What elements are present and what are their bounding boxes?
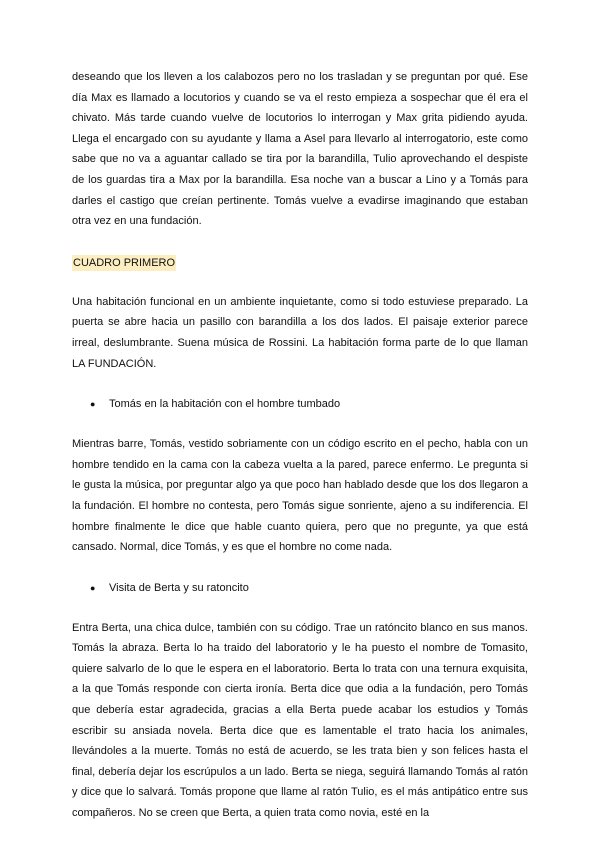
section-heading-row [72,252,528,272]
section-heading: CUADRO PRIMERO [73,256,176,269]
intro-paragraph: deseando que los lleven a los calabozos pero no los trasladan y se preguntan por qué. Ese día Max es llamado a locutorios y cuando se va el resto empieza a sospechar que él era el chivato. Más tarde cuando vuelve de locutorios lo interrogan y Max grita pidiendo ayuda. Llega el encargado con su ayudante y llama a Asel para llevarlo al interrogatorio, este como sabe que no va a aguantar callado se tira por la barandilla, Tulio aprovechando el despiste de los guardas tira a Max por la barandilla. Esa noche van a buscar a Lino y a Tomás para darles el castigo que creían pertinente. Tomás vuelve a evadirse imaginando que estaban otra vez en una fundación. [72,71,528,228]
bullet-item-2-text: Visita de Berta y su ratoncito [109,581,249,594]
bullet-icon: ● [90,582,96,593]
bullet-item-1-text: Tomás en la habitación con el hombre tumbado [109,398,341,411]
bullet-icon: ● [90,399,96,410]
bullet-1-paragraph: Mientras barre, Tomás, vestido sobriamente con un código escrito en el pecho, habla con un hombre tendido en la cama con la cabeza vuelta a la pared, parece enfermo. Le pregunta si le gusta la música, por preguntar algo ya que poco han hablado desde que los dos llegaron a la fundación. El hombre no contesta, pero Tomás sigue sonriente, ajeno a su indiferencia. El hombre finalmente le dice que hable cuanto quiera, pero que no pregunte, ya que está cansado. Normal, dice Tomás, y es que el hombre no come nada. [72,438,528,554]
bullet-2-paragraph: Entra Berta, una chica dulce, también con su código. Trae un ratóncito blanco en sus manos. Tomás la abraza. Berta lo ha traido del laboratorio y le ha puesto el nombre de Tomasito, quiere salvarlo de lo que le espera en el laboratorio. Berta lo trata con una ternura exquisita, a la que Tomás responde con cierta ironía. Berta dice que odia a la fundación, pero Tomás que debería estar agradecida, gracias a ella Berta puede acabar los estudios y Tomás escribir su ansiada novela. Berta dice que es lamentable el trato hacia los animales, llevándoles a la muerte. Tomás no está de acuerdo, se les trata bien y son felices hasta el final, debería dejar los escrúpulos a un lado. Berta se niega, seguirá llamando Tomás al ratón y dice que lo salvará. Tomás propone que llame al ratón Tulio, es el más antipático entre sus compañeros. No se creen que Berta, a quien trata como novia, esté en la [72,621,528,820]
bullet-item-1 [90,394,528,414]
bullet-item-2 [90,578,528,598]
setting-paragraph: Una habitación funcional en un ambiente inquietante, como si todo estuviese preparado. La puerta se abre hacia un pasillo con barandilla a los dos lados. El paisaje exterior parece irreal, deslumbrante. Suena música de Rossini. La habitación forma parte de lo que llaman LA FUNDACIÓN. [72,295,528,370]
